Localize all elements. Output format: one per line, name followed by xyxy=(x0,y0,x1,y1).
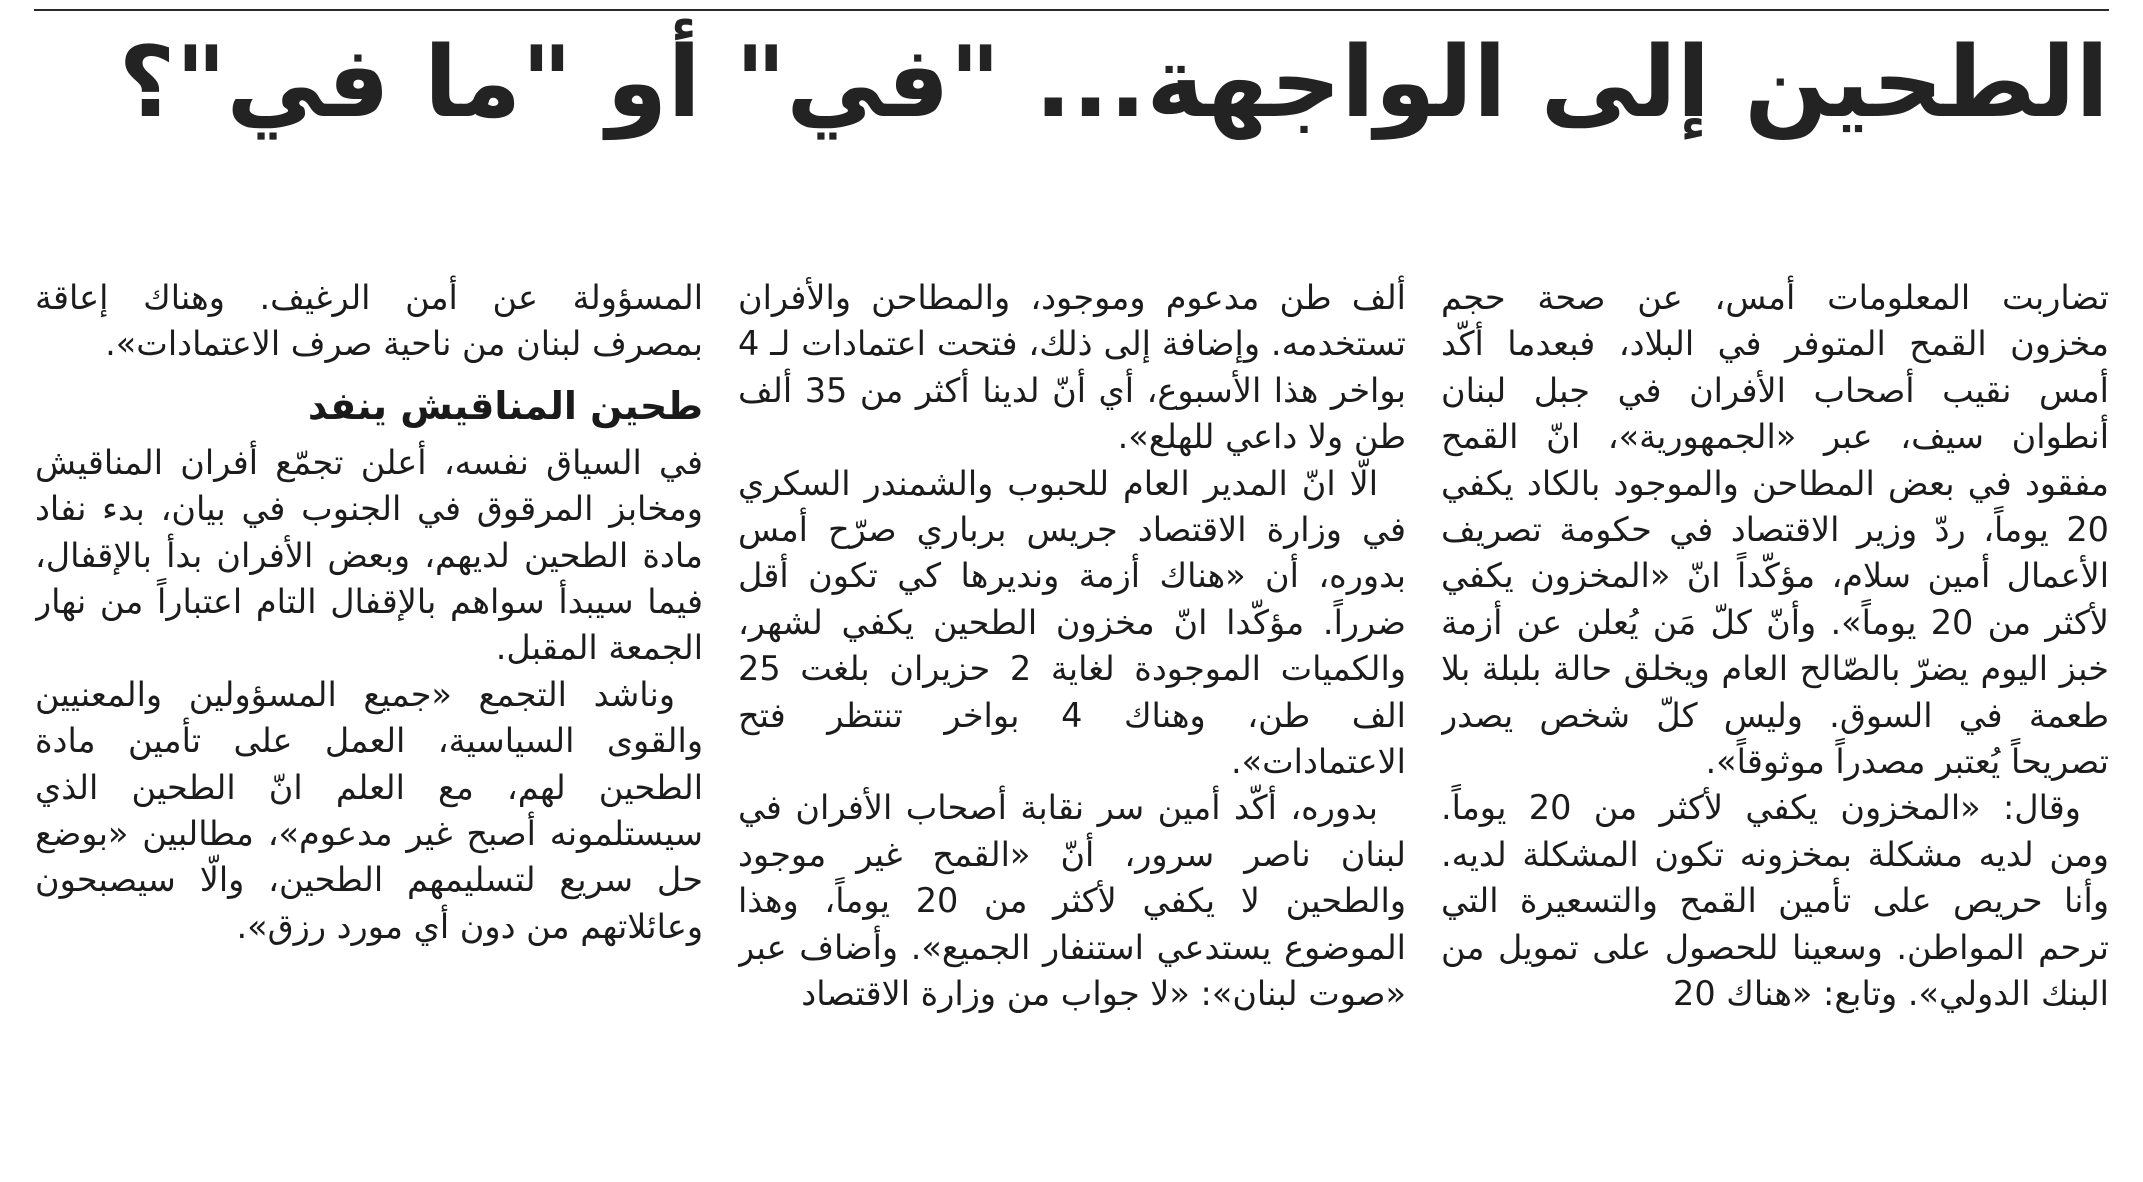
paragraph: ألف طن مدعوم وموجود، والمطاحن والأفران تستخدمه. وإضافة إلى ذلك، فتحت اعتمادات لـ 4 بواخر هذا الأسبوع، أي أنّ لدينا أكثر من 35 ألف طن ولا داعي للهلع». xyxy=(738,278,1406,457)
paragraph: الّا انّ المدير العام للحبوب والشمندر السكري في وزارة الاقتصاد جريس برباري صرّح أمس بدوره، أن «هناك أزمة ونديرها كي تكون أقل ضرراً. مؤكّدا انّ مخزون الطحين يكفي لشهر، والكميات الموجودة لغاية 2 حزيران بلغت 25 الف طن، وهناك 4 بواخر تنتظر فتح الاعتمادات». xyxy=(738,463,1406,782)
column-right xyxy=(1441,275,2109,1175)
paragraph: في السياق نفسه، أعلن تجمّع أفران المناقيش ومخابز المرقوق في الجنوب في بيان، بدء نفاد مادة الطحين لديهم، وبعض الأفران بدأ بالإقفال، فيما سيبدأ سواهم بالإقفال التام اعتباراً من نهار الجمعة المقبل. xyxy=(35,442,703,668)
headline: الطحين إلى الواجهة... "في" أو "ما في"؟ xyxy=(118,26,2109,140)
top-rule xyxy=(34,9,2109,11)
paragraph: وناشد التجمع «جميع المسؤولين والمعنيين والقوى السياسية، العمل على تأمين مادة الطحين لهم، مع العلم انّ الطحين الذي سيستلمونه أصبح غير مدعوم»، مطالبين «بوضع حل سريع لتسليمهم الطحين، والّا سيصبحون وعائلاتهم من دون أي مورد رزق». xyxy=(35,674,703,946)
paragraph: وقال: «المخزون يكفي لأكثر من 20 يوماً. ومن لديه مشكلة بمخزونه تكون المشكلة لديه. وأنا حريص على تأمين القمح والتسعيرة التي ترحم المواطن. وسعينا للحصول على تمويل من البنك الدولي». وتابع: «هناك 20 xyxy=(1441,788,2109,1014)
subheading: طحين المناقيش ينفد xyxy=(307,383,703,428)
column-middle xyxy=(738,275,1406,1175)
paragraph: المسؤولة عن أمن الرغيف. وهناك إعاقة بمصرف لبنان من ناحية صرف الاعتمادات». xyxy=(35,278,703,364)
article-columns xyxy=(34,275,2109,1175)
column-left xyxy=(35,275,703,1175)
paragraph: بدوره، أكّد أمين سر نقابة أصحاب الأفران في لبنان ناصر سرور، أنّ «القمح غير موجود والطحين لا يكفي لأكثر من 20 يوماً، وهذا الموضوع يستدعي استنفار الجميع». وأضاف عبر «صوت لبنان»: «لا جواب من وزارة الاقتصاد xyxy=(738,788,1406,1014)
paragraph: تضاربت المعلومات أمس، عن صحة حجم مخزون القمح المتوفر في البلاد، فبعدما أكّد أمس نقيب أصحاب الأفران في جبل لبنان أنطوان سيف، عبر «الجمهورية»، انّ القمح مفقود في بعض المطاحن والموجود بالكاد يكفي 20 يوماً، ردّ وزير الاقتصاد في حكومة تصريف الأعمال أمين سلام، مؤكّداً انّ «المخزون يكفي لأكثر من 20 يوماً». وأنّ كلّ مَن يُعلن عن أزمة خبز اليوم يضرّ بالصّالح العام ويخلق حالة بلبلة بلا طعمة في السوق. وليس كلّ شخص يصدر تصريحاً يُعتبر مصدراً موثوقاً». xyxy=(1441,278,2109,782)
